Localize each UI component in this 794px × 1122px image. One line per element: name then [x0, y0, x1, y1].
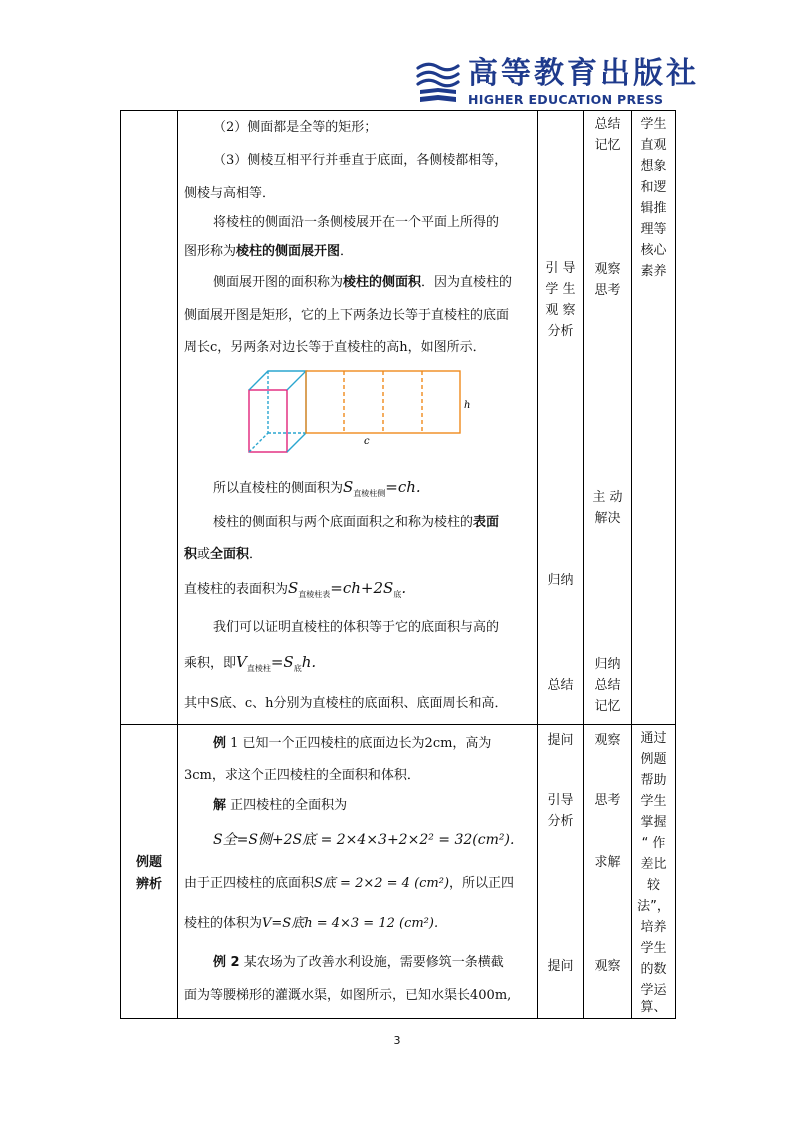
- content-line: 侧面展开图是矩形，它的上下两条边长等于直棱柱的底面: [184, 308, 510, 323]
- student-activity: 思考: [594, 793, 621, 808]
- design-purpose: 直观: [640, 138, 667, 153]
- design-purpose: 学生: [640, 941, 667, 956]
- design-purpose: 通过: [640, 731, 667, 746]
- table-bottom-border: [120, 1018, 675, 1019]
- table-top-border: [120, 110, 675, 111]
- teacher-activity: 观 察: [545, 303, 576, 318]
- content-line: 将棱柱的侧面沿一条侧棱展开在一个平面上所得的: [213, 215, 500, 230]
- design-purpose: 差比: [640, 857, 667, 872]
- design-purpose: 算、: [640, 1000, 667, 1015]
- student-activity: 观察: [594, 733, 621, 748]
- content-line: 积或全面积．: [184, 547, 263, 562]
- student-activity: 思考: [594, 283, 621, 298]
- formula-total-area: S全=S侧+2S底 = 2×4×3+2×2² = 32(cm²).: [213, 832, 515, 848]
- teacher-activity: 提问: [547, 959, 574, 974]
- teacher-activity: 引导: [547, 793, 574, 808]
- design-purpose: 法”，: [637, 899, 670, 914]
- content-line: 图形称为棱柱的侧面展开图．: [184, 244, 354, 259]
- design-purpose: 帮助: [640, 773, 667, 788]
- student-activity: 记忆: [594, 699, 621, 714]
- table-col-line: [583, 110, 584, 1019]
- table-col-line: [537, 110, 538, 1019]
- table-col-line: [177, 110, 178, 1019]
- formula-lateral-area: $S_{直棱柱侧}=ch$.: [343, 478, 421, 498]
- formula-surface-area: $S_{直棱柱表}=ch+2S_底$.: [288, 579, 407, 599]
- solution-line: 由于正四棱柱的底面积S底 = 2×2 = 4 (cm²)，所以正四: [184, 876, 515, 891]
- formula-base-area: S底 = 2×2 = 4 (cm²): [314, 876, 450, 891]
- solution-line: 棱柱的体积为V=S底h = 4×3 = 12 (cm²).: [184, 916, 439, 931]
- content-line: （3）侧棱互相平行并垂直于底面，各侧棱都相等，: [213, 153, 508, 168]
- content-line: 乘积，即$V_{直棱柱}=S_底h$.: [184, 653, 317, 673]
- design-purpose: 掌握: [640, 815, 667, 830]
- content-line: 其中S底、c、h分别为直棱柱的底面积、底面周长和高．: [184, 696, 508, 711]
- table-row-divider: [120, 724, 675, 725]
- content-line: 我们可以证明直棱柱的体积等于它的底面积与高的: [213, 620, 500, 635]
- student-activity: 记忆: [594, 138, 621, 153]
- student-activity: 主 动: [592, 490, 623, 505]
- term-total-area: 全面积: [210, 547, 250, 562]
- design-purpose: 的数: [640, 962, 667, 977]
- example2-line: 例 2 某农场为了改善水利设施，需要修筑一条横截: [213, 955, 504, 970]
- formula-volume-result: V=S底h = 4×3 = 12 (cm²).: [262, 916, 439, 931]
- category-label: 例题: [135, 855, 162, 870]
- student-activity: 归纳: [594, 657, 621, 672]
- term-surface-area: 表面: [473, 515, 500, 530]
- design-purpose: 辑推: [640, 201, 667, 216]
- design-purpose: 学生: [640, 794, 667, 809]
- category-label: 辨析: [135, 877, 162, 892]
- design-purpose: “ 作: [641, 836, 666, 851]
- label-c: c: [364, 436, 370, 447]
- term-lateral-net: 棱柱的侧面展开图: [236, 244, 341, 259]
- design-purpose: 理等: [640, 222, 667, 237]
- design-purpose: 想象: [640, 159, 667, 174]
- teacher-activity: 总结: [547, 678, 574, 693]
- formula-volume: $V_{直棱柱}=S_底h$.: [236, 653, 317, 673]
- student-activity: 解决: [594, 511, 621, 526]
- teacher-activity: 归纳: [547, 573, 574, 588]
- teacher-activity: 分析: [547, 324, 574, 339]
- publisher-logo: [414, 56, 699, 108]
- example2-line: 面为等腰梯形的灌溉水渠，如图所示，已知水渠长400m,: [184, 988, 512, 1003]
- design-purpose: 和逻: [640, 180, 667, 195]
- content-line: 直棱柱的表面积为$S_{直棱柱表}=ch+2S_底$.: [184, 579, 407, 599]
- prism-net-figure: [246, 368, 486, 458]
- design-purpose: 素养: [640, 264, 667, 279]
- design-purpose: 学运: [640, 983, 667, 998]
- design-purpose: 学生: [640, 117, 667, 132]
- teacher-activity: 分析: [547, 814, 574, 829]
- solution-line: 解 正四棱柱的全面积为: [213, 798, 348, 813]
- label-h: h: [464, 400, 471, 411]
- page-number: 3: [393, 1034, 401, 1047]
- student-activity: 总结: [594, 117, 621, 132]
- student-activity: 观察: [594, 959, 621, 974]
- example1-line: 3cm，求这个正四棱柱的全面积和体积．: [184, 768, 420, 783]
- table-col-line: [675, 110, 676, 1019]
- student-activity: 求解: [594, 855, 621, 870]
- content-line: 所以直棱柱的侧面积为$S_{直棱柱侧}=ch$.: [213, 478, 421, 498]
- content-line: （2）侧面都是全等的矩形；: [213, 120, 378, 135]
- publisher-emblem-icon: [414, 58, 462, 106]
- student-activity: 总结: [594, 678, 621, 693]
- teacher-activity: 提问: [547, 733, 574, 748]
- student-activity: 观察: [594, 262, 621, 277]
- design-purpose: 较: [646, 878, 660, 893]
- content-line: 侧面展开图的面积称为棱柱的侧面积．因为直棱柱的: [213, 275, 513, 290]
- publisher-name-en: HIGHER EDUCATION PRESS: [468, 92, 664, 107]
- content-line: 棱柱的侧面积与两个底面面积之和称为棱柱的表面: [213, 515, 500, 530]
- content-line: 周长c，另两条对边长等于直棱柱的高h，如图所示．: [184, 340, 486, 355]
- teacher-activity: 引 导: [545, 261, 576, 276]
- design-purpose: 核心: [640, 243, 667, 258]
- publisher-name-cn: 高等教育出版社: [468, 56, 699, 91]
- term-lateral-area: 棱柱的侧面积: [343, 275, 422, 290]
- example1-line: 例 1 已知一个正四棱柱的底面边长为2cm，高为: [213, 736, 492, 751]
- design-purpose: 培养: [640, 920, 667, 935]
- teacher-activity: 学 生: [545, 282, 576, 297]
- design-purpose: 例题: [640, 752, 667, 767]
- content-line: 侧棱与高相等．: [184, 186, 276, 201]
